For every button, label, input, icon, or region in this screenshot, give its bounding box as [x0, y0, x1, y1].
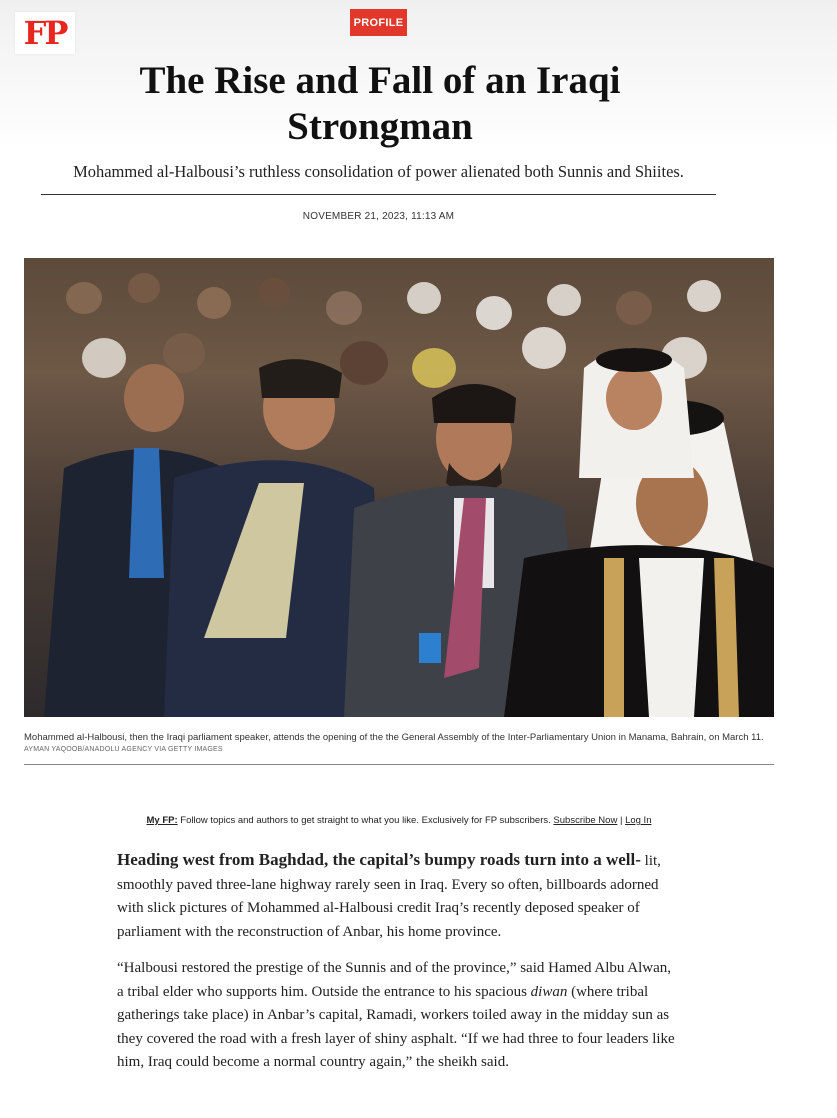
login-link[interactable]: Log In — [625, 815, 652, 826]
myfp-separator: | — [617, 815, 626, 826]
diwan-term: diwan — [530, 983, 568, 1000]
paragraph-2 — [117, 957, 677, 1075]
fp-logo[interactable]: FP — [15, 12, 75, 54]
publish-date: NOVEMBER 21, 2023, 11:13 AM — [302, 211, 455, 222]
article-body — [117, 848, 677, 1088]
lede-text: Heading west from Baghdad, the capital’s bumpy roads turn into a well- — [117, 850, 641, 869]
article-deck: Mohammed al-Halbousi’s ruthless consolidation of power alienated both Sunnis and Shiites. — [73, 162, 684, 181]
myfp-label[interactable]: My FP: — [146, 815, 178, 826]
myfp-promo — [24, 815, 774, 826]
paragraph-1 — [117, 848, 677, 944]
paragraph-2-text-a: “Halbousi restored the prestige of the Sunnis and of the province,” said Hamed Albu Alwan, a tribal elder who supports him. Outside the entrance to his spacious — [117, 960, 672, 1000]
photo-caption: Mohammed al-Halbousi, then the Iraqi parliament speaker, attends the opening of the the General Assembly of the Inter-Parliamentary Union in Manama, Bahrain, on March 11. — [24, 732, 764, 743]
article-title: The Rise and Fall of an Iraqi Strongman — [139, 59, 621, 148]
category-badge[interactable]: PROFILE — [350, 9, 407, 36]
header-divider — [41, 194, 716, 195]
subscribe-link[interactable]: Subscribe Now — [553, 815, 618, 826]
paragraph-1-text: lit, smoothly paved three-lane highway rarely seen in Iraq. Every so often, billboards adorned with slick pictures of Mohammed al-Halbousi credit Iraq’s recently deposed speaker of parliament with the reconstruction of Anbar, his home province. — [117, 853, 661, 940]
photo-credit: AYMAN YAQOOB/ANADOLU AGENCY VIA GETTY IMAGES — [24, 746, 223, 753]
paragraph-2-text-b: (where tribal gatherings take place) in Anbar’s capital, Ramadi, workers toiled away in the midday sun as they covered the road with a fresh layer of shiny asphalt. “If we had three to four leaders like him, Iraq could become a normal country again,” the sheikh said. — [117, 983, 675, 1070]
myfp-text: Follow topics and authors to get straight to what you like. Exclusively for FP subscribers. — [177, 815, 554, 826]
lead-photo — [24, 258, 774, 717]
caption-divider — [24, 764, 774, 765]
